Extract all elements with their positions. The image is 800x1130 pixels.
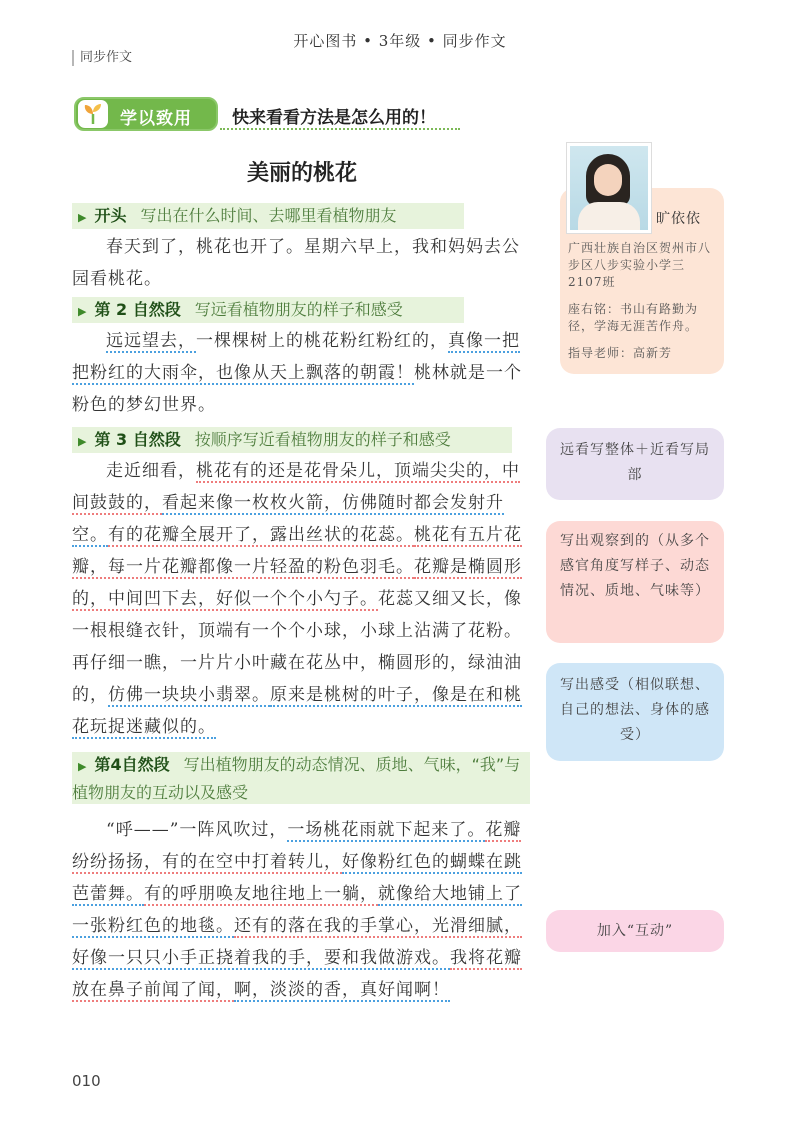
triangle-icon: ▶: [78, 760, 87, 773]
side-note-4: 加入“互动”: [546, 910, 724, 952]
author-teacher: 指导老师：高新芳: [568, 346, 673, 360]
author-photo: [567, 143, 651, 233]
banner-subtitle: 快来看看方法是怎么用的！: [232, 108, 436, 128]
sprout-icon: [78, 100, 108, 128]
paragraph-3: 走近细看，桃花有的还是花骨朵儿，顶端尖尖的，中间鼓鼓的，看起来像一枚枚火箭，仿佛随时都会发射升空。有的花瓣全展开了，露出丝状的花蕊。桃花有五片花瓣，每一片花瓣都像一片轻盈的粉色羽毛。花瓣是椭圆形的，中间凹下去，好似一个个小勺子。花蕊又细又长，像一根根缝衣针，顶端有一个个小球，小球上沾满了花粉。再仔细一瞧，一片片小叶藏在花丛中，椭圆形的，绿油油的，仿佛一块块小翡翠。原来是桃树的叶子，像是在和桃花玩捉迷藏似的。: [72, 461, 522, 737]
section-header-para2: ▶ 第 2 自然段 写远看植物朋友的样子和感受: [72, 297, 464, 323]
side-note-1: 远看写整体＋近看写局部: [546, 428, 724, 500]
author-school: 广西壮族自治区贺州市八步区八步实验小学三2107班: [568, 241, 712, 289]
paragraph-1: 春天到了，桃花也开了。星期六早上，我和妈妈去公园看桃花。: [72, 237, 520, 289]
triangle-icon: ▶: [78, 305, 87, 318]
section-header-opening: ▶ 开头 写出在什么时间、去哪里看植物朋友: [72, 203, 464, 229]
section-tag: 同步作文: [72, 50, 132, 66]
banner-divider: [220, 128, 460, 130]
banner-label: 学以致用: [120, 109, 192, 129]
author-name: 旷依依: [656, 211, 701, 227]
side-note-3: 写出感受（相似联想、自己的想法、身体的感受）: [546, 663, 724, 761]
author-motto: 座右铭：书山有路勤为径，学海无涯苦作舟。: [568, 302, 699, 333]
page-number: 010: [72, 1072, 101, 1090]
essay-title: 美丽的桃花: [246, 161, 357, 186]
triangle-icon: ▶: [78, 435, 87, 448]
paragraph-2: 远远望去，一棵棵树上的桃花粉红粉红的，真像一把把粉红的大雨伞，也像从天上飘落的朝霞！桃林就是一个粉色的梦幻世界。: [72, 331, 522, 415]
section-header-para4: ▶ 第4自然段 写出植物朋友的动态情况、质地、气味，“我”与植物朋友的互动以及感受: [72, 752, 530, 804]
book-header: 开心图书 • 3年级 • 同步作文: [293, 32, 507, 50]
paragraph-4: “呼——”一阵风吹过，一场桃花雨就下起来了。花瓣纷纷扬扬，有的在空中打着转儿，好像粉红色的蝴蝶在跳芭蕾舞。有的呼朋唤友地往地上一躺，就像给大地铺上了一张粉红色的地毯。还有的落在我的手掌心，光滑细腻，好像一只只小手正挠着我的手，要和我做游戏。我将花瓣放在鼻子前闻了闻，啊，淡淡的香，真好闻啊！: [72, 820, 522, 1000]
side-note-2: 写出观察到的（从多个感官角度写样子、动态情况、质地、气味等）: [546, 521, 724, 643]
section-header-para3: ▶ 第 3 自然段 按顺序写近看植物朋友的样子和感受: [72, 427, 512, 453]
triangle-icon: ▶: [78, 211, 87, 224]
